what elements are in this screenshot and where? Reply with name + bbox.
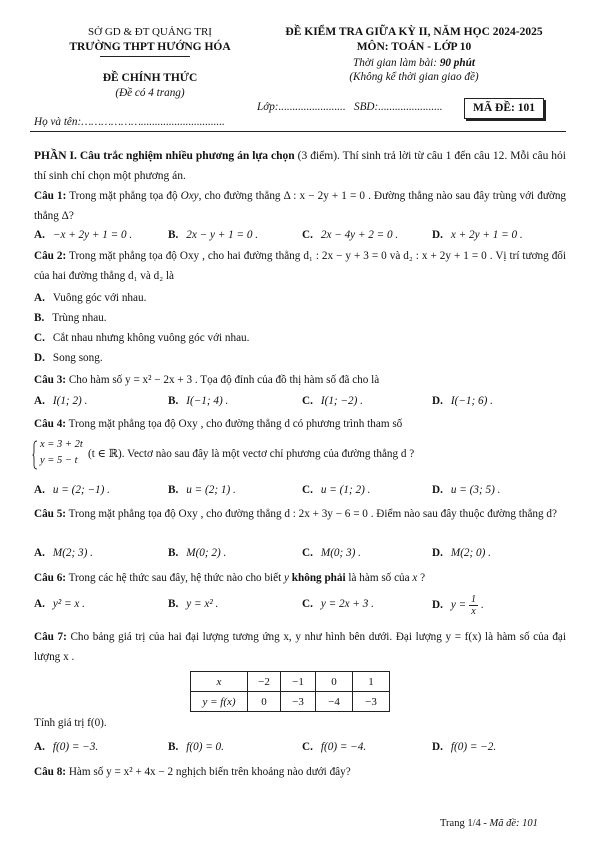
option-text: u = (3; 5) . [450, 484, 501, 496]
table-row [191, 672, 390, 692]
q1-option-a[interactable] [34, 229, 132, 241]
option-text: f(0) = −2. [450, 741, 497, 753]
q8-label: Câu 8: [34, 766, 67, 778]
q6-text-c: ? [417, 572, 426, 584]
q2-option-d[interactable] [34, 352, 566, 370]
q6-x: x [412, 572, 418, 584]
q6-option-b[interactable] [168, 598, 218, 610]
option-key: A. [34, 292, 45, 304]
school-underline [100, 56, 190, 57]
option-key: C. [302, 598, 313, 610]
option-key: C. [302, 741, 313, 753]
q3-option-c[interactable] [302, 395, 363, 407]
q3-text: Cho hàm số y = x² − 2x + 3 . Tọa độ đỉnh của đồ thị hàm số đã cho là [66, 374, 380, 386]
q6-text-b: là hàm số của [345, 572, 413, 584]
q1-option-d[interactable] [432, 229, 523, 241]
question-1 [34, 187, 566, 227]
q5-options [34, 547, 566, 565]
option-key: B. [34, 312, 45, 324]
q6-option-a[interactable] [34, 598, 85, 610]
option-key: D. [432, 484, 443, 496]
header-divider [30, 131, 566, 132]
q3-label: Câu 3: [34, 374, 67, 386]
q3-option-a[interactable] [34, 395, 87, 407]
q7-option-a[interactable] [34, 741, 98, 753]
option-text: u = (1; 2) . [320, 484, 371, 496]
option-text: f(0) = 0. [186, 741, 224, 753]
time-value: 90 phút [439, 57, 475, 69]
option-text: y = x² . [186, 598, 219, 610]
q5-option-b[interactable] [168, 547, 226, 559]
option-key: B. [168, 395, 179, 407]
system-eq-2: y = 5 − t [40, 455, 78, 466]
table-cell: −4 [316, 692, 353, 712]
option-key: A. [34, 598, 45, 610]
q2-option-a[interactable] [34, 292, 566, 310]
table-row [191, 692, 390, 712]
table-cell: −2 [248, 672, 281, 692]
system-brace [32, 440, 38, 470]
sbd-field: SBD:....................... [354, 101, 443, 113]
q4-tail: (t ∈ ℝ). Vectơ nào sau đây là một vectơ chỉ phương của đường thẳng d ? [88, 448, 415, 460]
option-key: D. [432, 395, 443, 407]
option-text: Trùng nhau. [52, 312, 107, 324]
q6-bold: không phải [289, 572, 346, 584]
q5-option-c[interactable] [302, 547, 361, 559]
question-4 [34, 415, 566, 435]
q2-option-c[interactable] [34, 332, 566, 350]
option-text: −x + 2y + 1 = 0 . [52, 229, 133, 241]
q7-option-d[interactable] [432, 741, 496, 753]
q7-label: Câu 7: [34, 631, 67, 643]
q1-oxy: Oxy [180, 190, 199, 202]
q5-option-d[interactable] [432, 547, 491, 559]
option-text: x + 2y + 1 = 0 . [450, 229, 523, 241]
question-5 [34, 505, 566, 525]
table-cell: y = f(x) [191, 692, 248, 712]
q4-option-b[interactable] [168, 484, 236, 496]
q7-options [34, 741, 566, 759]
exam-time [254, 57, 574, 69]
table-cell: −3 [353, 692, 390, 712]
q1-option-b[interactable] [168, 229, 258, 241]
option-key: D. [432, 599, 443, 612]
option-key: C. [302, 547, 313, 559]
option-key: C. [302, 395, 313, 407]
q2-option-b[interactable] [34, 312, 566, 330]
q3-options [34, 395, 566, 413]
option-text: u = (2; −1) . [52, 484, 110, 496]
question-6 [34, 569, 566, 589]
option-text: M(0; 3) . [320, 547, 361, 559]
option-text: y = 2x + 3 . [320, 598, 374, 610]
school-name: TRƯỜNG THPT HƯỚNG HÓA [69, 41, 231, 53]
time-prefix: Thời gian làm bài: [353, 57, 440, 69]
option-text: u = (2; 1) . [186, 484, 236, 496]
q5-option-a[interactable] [34, 547, 93, 559]
q4-option-a[interactable] [34, 484, 110, 496]
q8-text: Hàm số y = x² + 4x − 2 nghịch biến trên khoảng nào dưới đây? [66, 766, 351, 778]
option-key: D. [34, 352, 45, 364]
option-text: 2x − y + 1 = 0 . [186, 229, 259, 241]
q5-text: Trong mặt phẳng tọa độ Oxy , cho đường thẳng d : 2x + 3y − 6 = 0 . Điểm nào sau đây thuộc đường thẳng d? [66, 508, 557, 520]
time-note: (Không kể thời gian giao đề) [349, 71, 479, 83]
q4-text: Trong mặt phẳng tọa độ Oxy , cho đường thẳng d có phương trình tham số [66, 418, 403, 430]
official-label: ĐỀ CHÍNH THỨC [102, 72, 198, 84]
q7-text: Cho bảng giá trị của hai đại lượng tương ứng x, y như hình bên dưới. Đại lượng y = f(x) là hàm số của đại lượng x . [34, 631, 566, 663]
q1-options [34, 229, 566, 247]
q4-option-d[interactable] [432, 484, 500, 496]
option-key: D. [432, 229, 443, 241]
q4-option-c[interactable] [302, 484, 370, 496]
option-text: y = [450, 599, 469, 612]
option-key: A. [34, 547, 45, 559]
value-table [190, 671, 390, 712]
question-3 [34, 371, 566, 391]
option-text: Cắt nhau nhưng không vuông góc với nhau. [52, 332, 250, 344]
option-key: B. [168, 598, 179, 610]
q6-option-d[interactable] [432, 594, 484, 617]
option-tail: . [478, 599, 484, 612]
q6-label: Câu 6: [34, 572, 67, 584]
option-text: Song song. [52, 352, 103, 364]
pages-note: (Đề có 4 trang) [115, 87, 185, 99]
option-text: f(0) = −3. [52, 741, 99, 753]
name-field: Họ và tên:……………….............................. [34, 116, 225, 128]
question-8 [34, 763, 566, 783]
section-instructions: (3 điểm). Thí sinh trả lời từ câu 1 đến câu 12. Mỗi câu hỏi thí sinh chỉ chọn một phương án. [34, 150, 566, 182]
class-field: Lớp:........................ [257, 101, 346, 113]
page-footer [440, 818, 538, 829]
option-text: I(1; 2) . [52, 395, 88, 407]
table-cell: −3 [281, 692, 316, 712]
option-key: C. [302, 229, 313, 241]
table-cell: −1 [281, 672, 316, 692]
option-key: A. [34, 229, 45, 241]
fraction-denominator: x [471, 606, 476, 617]
q7-ask: Tính giá trị f(0). [34, 717, 107, 729]
table-cell: 0 [316, 672, 353, 692]
option-text: M(2; 3) . [52, 547, 93, 559]
option-text: f(0) = −4. [320, 741, 367, 753]
option-text: y² = x . [52, 598, 85, 610]
option-key: A. [34, 395, 45, 407]
q6-text-a: Trong các hệ thức sau đây, hệ thức nào cho biết [66, 572, 285, 584]
option-text: I(−1; 4) . [186, 395, 229, 407]
option-key: D. [432, 547, 443, 559]
fraction-numerator: 1 [471, 594, 476, 605]
option-text: I(1; −2) . [320, 395, 363, 407]
q1-text-b: , cho đường thẳng Δ : x − 2y + 1 = 0 . Đường thẳng nào sau đây trùng với đường thẳng Δ? [34, 190, 567, 222]
option-key: D. [432, 741, 443, 753]
exam-code-box: MÃ ĐỀ: 101 [464, 98, 544, 119]
footer-code: Mã đề: 101 [489, 818, 538, 829]
q1-label: Câu 1: [34, 190, 67, 202]
exam-title: ĐỀ KIỂM TRA GIỮA KỲ II, NĂM HỌC 2024-2025 [285, 26, 543, 38]
q2-label: Câu 2: [34, 250, 67, 262]
q7-option-c[interactable] [302, 741, 366, 753]
option-key: B. [168, 229, 179, 241]
option-text: 2x − 4y + 2 = 0 . [320, 229, 399, 241]
table-cell: x [191, 672, 248, 692]
q5-label: Câu 5: [34, 508, 67, 520]
q4-options [34, 484, 566, 502]
q3-option-b[interactable] [168, 395, 228, 407]
option-key: B. [168, 547, 179, 559]
dept-name: SỞ GD & ĐT QUẢNG TRỊ [88, 26, 212, 38]
option-key: C. [302, 484, 313, 496]
option-key: B. [168, 741, 179, 753]
option-key: A. [34, 741, 45, 753]
q1-option-c[interactable] [302, 229, 398, 241]
system-eq-1: x = 3 + 2t [40, 439, 83, 450]
option-text: I(−1; 6) . [450, 395, 493, 407]
option-text: M(0; 2) . [186, 547, 227, 559]
table-cell: 1 [353, 672, 390, 692]
q4-label: Câu 4: [34, 418, 67, 430]
footer-page: Trang 1/4 - [440, 818, 490, 829]
q1-text-a: Trong mặt phẳng tọa độ [66, 190, 181, 202]
table-cell: 0 [248, 692, 281, 712]
fraction [469, 594, 478, 617]
section-intro [34, 147, 566, 187]
q7-option-b[interactable] [168, 741, 224, 753]
question-2 [34, 247, 566, 287]
option-key: C. [34, 332, 45, 344]
question-7 [34, 628, 566, 668]
q2-text: Trong mặt phẳng tọa độ Oxy , cho hai đường thẳng d₁ : 2x − y + 3 = 0 và d₂ : x + 2y + 1 = 0 . Vị trí tương đối của hai đường thẳng d₁ và d₂ là [34, 250, 566, 282]
q6-y: y [284, 572, 289, 584]
subject-title: MÔN: TOÁN - LỚP 10 [356, 41, 472, 53]
option-key: B. [168, 484, 179, 496]
q6-options [34, 594, 566, 617]
q3-option-d[interactable] [432, 395, 493, 407]
q6-option-c[interactable] [302, 598, 374, 610]
option-text: Vuông góc với nhau. [52, 292, 147, 304]
option-key: A. [34, 484, 45, 496]
section-title: PHẦN I. Câu trắc nghiệm nhiều phương án lựa chọn [34, 150, 295, 162]
option-text: M(2; 0) . [450, 547, 491, 559]
